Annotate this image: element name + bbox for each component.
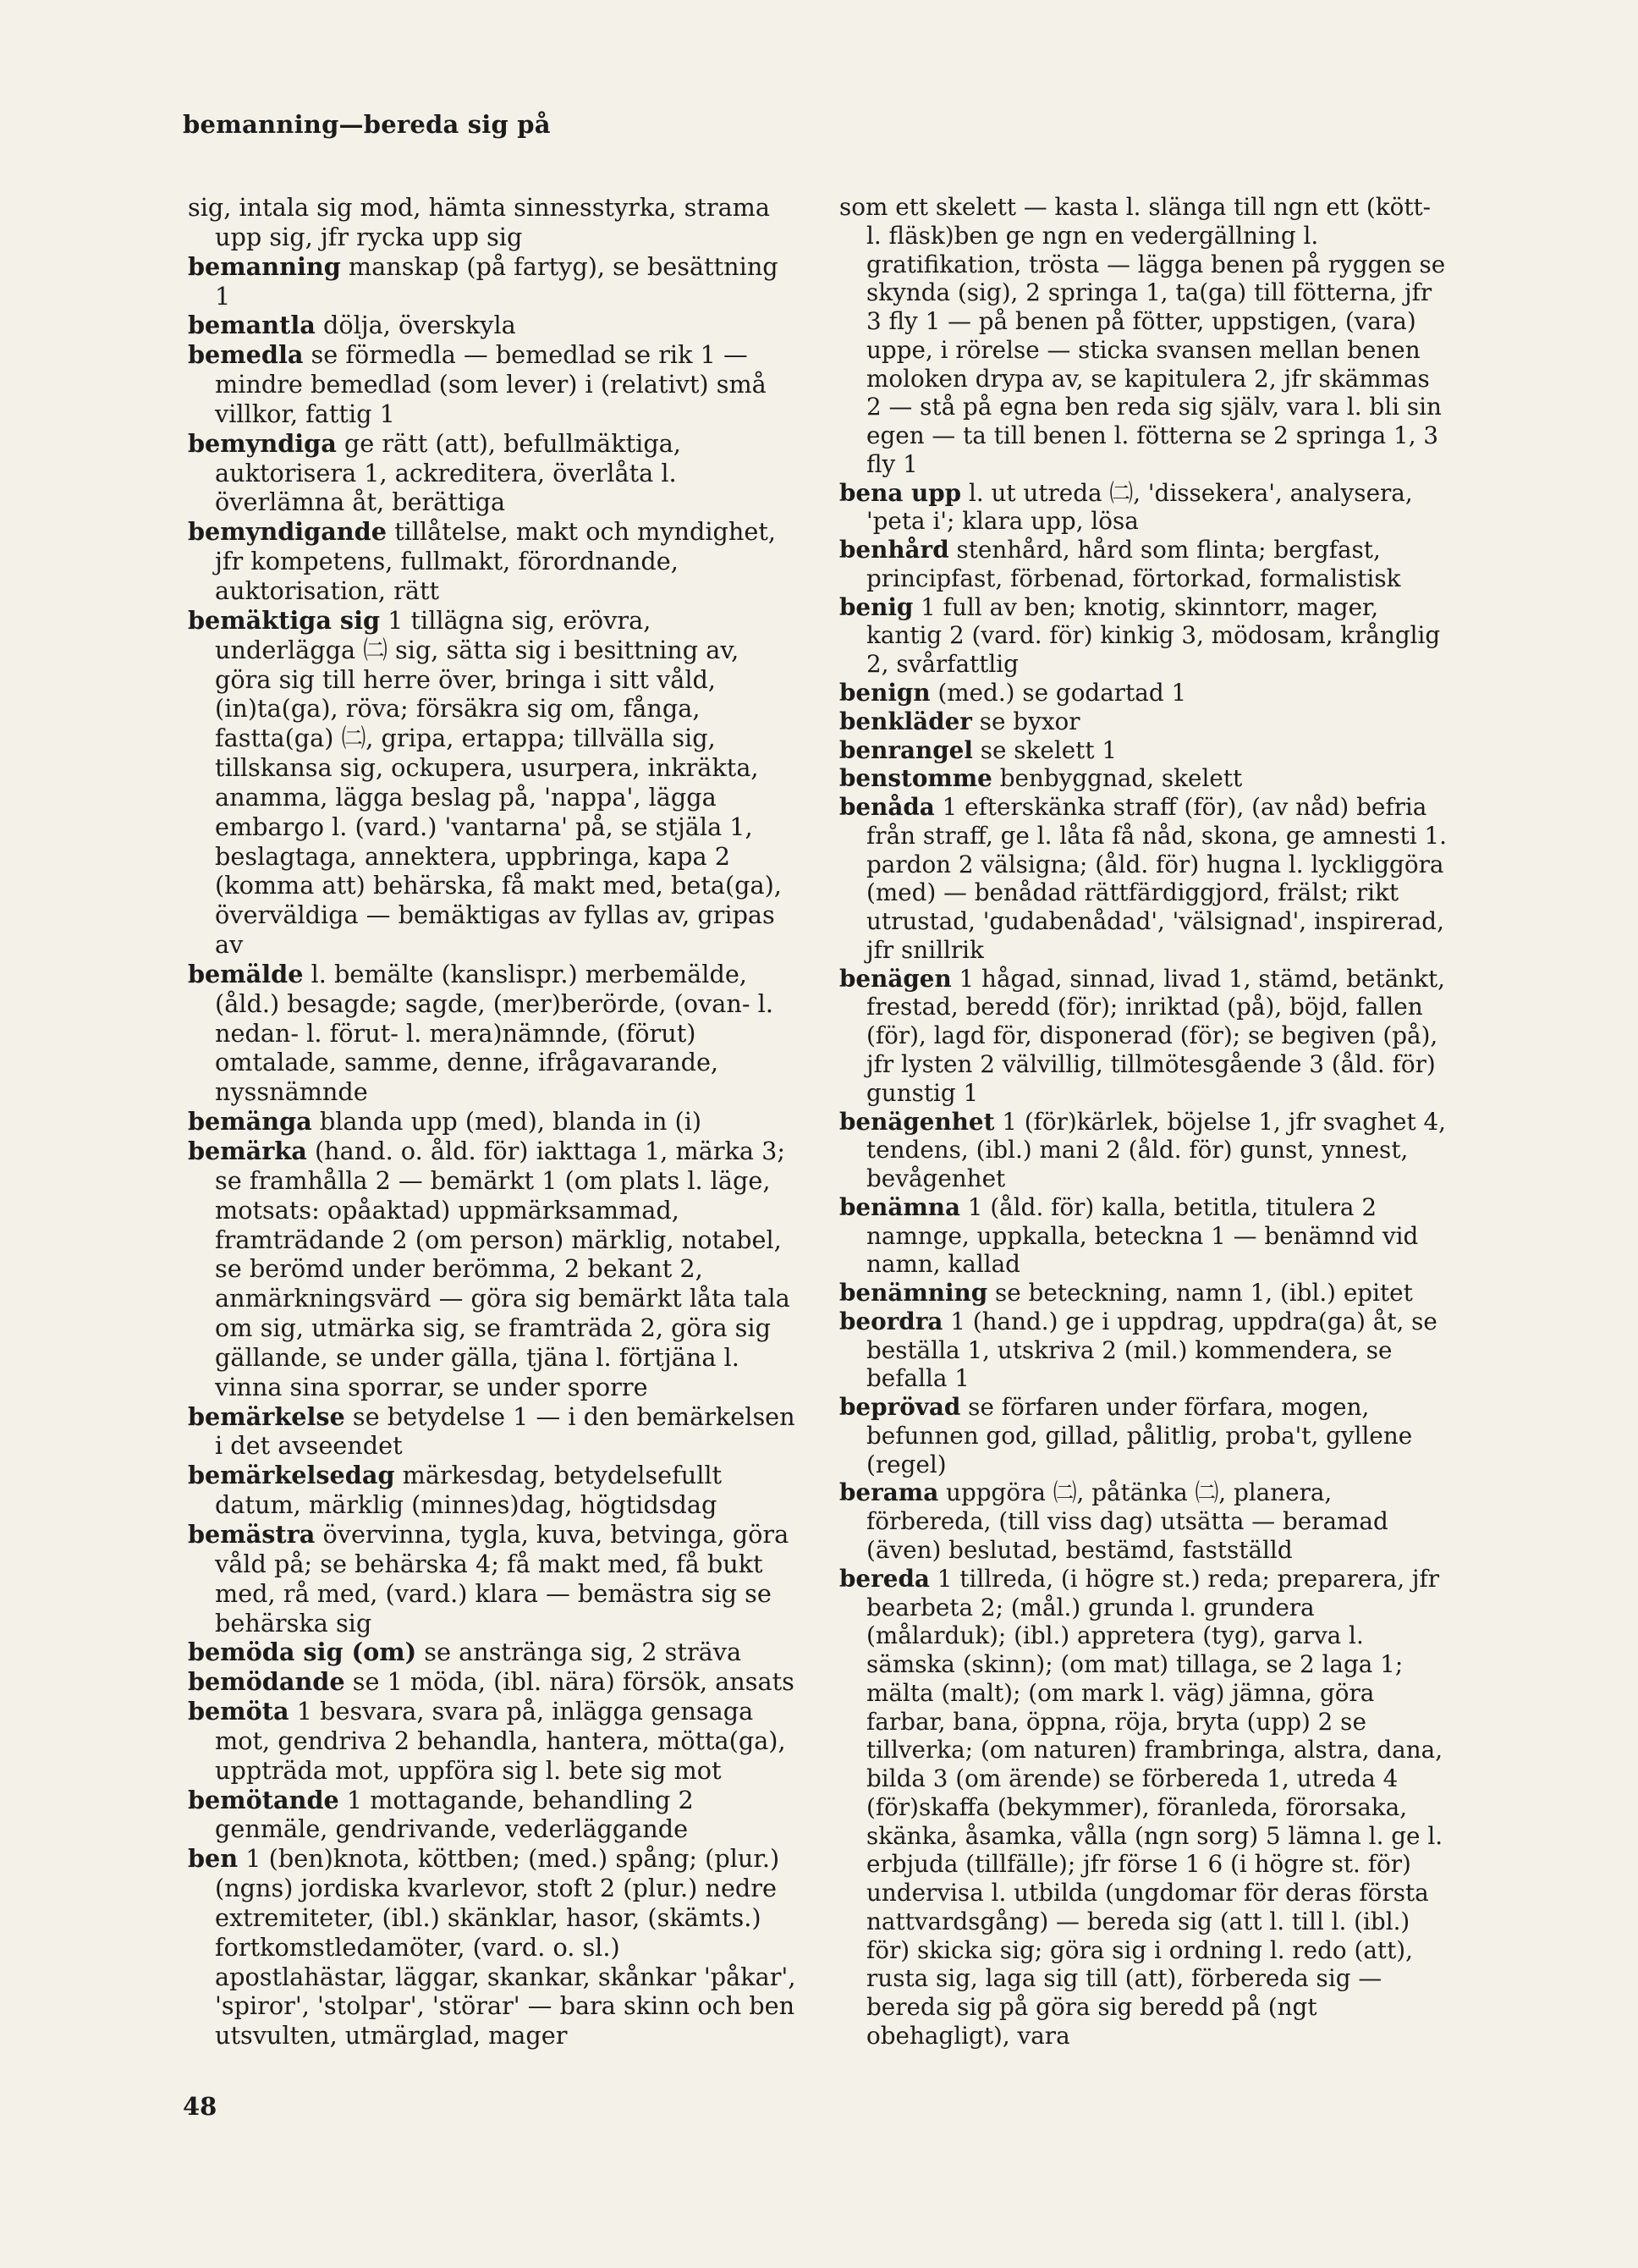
entry-text: sig, intala sig mod, hämta sinnesstyrka, strama upp sig, jfr rycka upp sig xyxy=(188,193,770,251)
entry-text: 1 efterskänka straff (för), (av nåd) befria från straff, ge l. låta få nåd, skona, ge amnesti 1. pardon 2 välsigna; (åld. för) hugna l. lyckliggöra (med) — benådad rättfärdiggjord, frälst; rikt utrustad, 'gudabenådad', 'välsignad', inspirerad, jfr snillrik xyxy=(866,793,1447,964)
dictionary-entry xyxy=(839,1393,1448,1478)
entry-text: se skelett 1 xyxy=(972,735,1118,764)
dictionary-entry xyxy=(839,965,1448,1108)
entry-text: 1 tillreda, (i högre st.) reda; preparera, jfr bearbeta 2; (mål.) grunda l. grundera (målarduk); (ibl.) appretera (tyg), garva l. sämska (skinn); (om mat) tillaga, se 2 laga 1; mälta (malt); (om mark l. väg) jämna, göra farbar, bana, öppna, röja, bryta (upp) 2 se tillverka; (om naturen) frambringa, alstra, dana, bilda 3 (om ärende) se förbereda 1, utreda 4 (för)skaffa (bekymmer), föranleda, förorsaka, skänka, åsamka, vålla (ngn sorg) 5 lämna l. ge l. erbjuda (tillfälle); jfr förse 1 6 (i högre st. för) undervisa l. utbilda (ungdomar för deras första nattvardsgång) — bereda sig (att l. till l. (ibl.) för) skicka sig; göra sig i ordning l. redo (att), rusta sig, laga sig till (att), förbereda sig — bereda sig på göra sig beredd på (ngt obehagligt), vara xyxy=(866,1564,1443,2050)
entry-text: se byxor xyxy=(971,707,1080,735)
headword: benämning xyxy=(839,1279,988,1307)
entry-text: märkesdag, betydelsefullt datum, märklig (minnes)dag, högtidsdag xyxy=(215,1461,723,1520)
headword: bemyndiga xyxy=(188,428,337,458)
headword: bemöta xyxy=(188,1697,289,1726)
headword: ben xyxy=(188,1844,239,1874)
headword: benägenhet xyxy=(839,1107,995,1136)
headword: berama xyxy=(839,1478,939,1507)
entry-text: 1 full av ben; knotig, skinntorr, mager, kantig 2 (vard. för) kinkig 3, mödosam, krånglig 2, svårfattlig xyxy=(866,592,1441,679)
dictionary-entry xyxy=(188,960,797,1107)
dictionary-entry xyxy=(188,1697,797,1786)
dictionary-entry xyxy=(839,1307,1448,1393)
headword: bemänga xyxy=(188,1107,312,1137)
headword: bena upp xyxy=(839,478,962,507)
headword: benhård xyxy=(839,536,949,564)
headword: bemedla xyxy=(188,340,304,370)
headword: beprövad xyxy=(839,1393,961,1422)
headword: benig xyxy=(839,592,914,621)
dictionary-entry xyxy=(188,606,797,960)
page-number: 48 xyxy=(183,2092,217,2121)
entry-text: ge rätt (att), befullmäktiga, auktorisera 1, ackreditera, överlåta l. överlämna åt, berättiga xyxy=(215,428,681,517)
entry-text: som ett skelett — kasta l. slänga till ngn ett (kött- l. fläsk)ben ge ngn en vedergällning l. gratifikation, trösta — lägga benen på ryggen se skynda (sig), 2 springa 1, ta(ga) till fötterna, jfr 3 fly 1 — på benen på fötter, uppstigen, (vara) uppe, i rörelse — sticka svansen mellan benen moloken drypa av, se kapitulera 2, jfr skämmas 2 — stå på egna ben reda sig själv, vara l. bli sin egen — ta till benen l. fötterna se 2 springa 1, 3 fly 1 xyxy=(839,193,1446,478)
entry-text: (hand. o. åld. för) iakttaga 1, märka 3; se framhålla 2 — bemärkt 1 (om plats l. läge, motsats: opåaktad) uppmärksammad, framträdande 2 (om person) märklig, notabel, se berömd under berömma, 2 bekant 2, anmärkningsvärd — göra sig bemärkt låta tala om sig, utmärka sig, se framträda 2, göra sig gällande, se under gälla, tjäna l. förtjäna l. vinna sina sporrar, se under sporre xyxy=(215,1137,790,1401)
dictionary-entry xyxy=(839,1565,1448,2051)
entry-text: stenhård, hård som flinta; bergfast, principfast, förbenad, förtorkad, formalistisk xyxy=(866,536,1401,592)
dictionary-entry xyxy=(188,1844,797,2051)
headword: bemärkelsedag xyxy=(188,1461,395,1490)
entry-text: benbyggnad, skelett xyxy=(992,764,1243,793)
left-column xyxy=(188,193,797,2051)
dictionary-entry xyxy=(188,1667,797,1697)
headword: beordra xyxy=(839,1307,943,1335)
running-head: bemanning—bereda sig på xyxy=(183,110,551,139)
dictionary-entry xyxy=(839,764,1448,793)
entry-text: 1 (för)kärlek, böjelse 1, jfr svaghet 4, tendens, (ibl.) mani 2 (åld. för) gunst, ynnest, bevågenhet xyxy=(866,1107,1446,1193)
entry-text: 1 hågad, sinnad, livad 1, stämd, betänkt, frestad, beredd (för); inriktad (på), böjd, fallen (för), lagd för, disponerad (för); se begiven (på), jfr lysten 2 välvillig, tillmötesgående 3 (åld. för) gunstig 1 xyxy=(866,964,1445,1107)
dictionary-entry xyxy=(839,1193,1448,1279)
dictionary-entry xyxy=(839,193,1448,479)
dictionary-entry xyxy=(839,1478,1448,1564)
entry-text: 1 (ben)knota, köttben; (med.) spång; (plur.) (ngns) jordiska kvarlevor, stoft 2 (plur.) nedre extremiteter, (ibl.) skänklar, hasor, (skämts.) fortkomstledamöter, (vard. o. sl.) apostlahästar, läggar, skankar, skånkar 'påkar', 'spiror', 'stolpar', 'störar' — bara skinn och ben utsvulten, utmärglad, mager xyxy=(215,1844,796,2051)
headword: bemyndigande xyxy=(188,517,387,547)
headword: bemöda sig (om) xyxy=(188,1638,417,1667)
entry-text: se förfaren under förfara, mogen, befunnen god, gillad, pålitlig, proba't, gyllene (regel) xyxy=(866,1393,1413,1478)
right-column xyxy=(839,193,1448,2051)
entry-text: 1 (åld. för) kalla, betitla, titulera 2 namnge, uppkalla, beteckna 1 — benämnd vid namn, kallad xyxy=(866,1192,1419,1279)
headword: benägen xyxy=(839,964,952,993)
dictionary-entry xyxy=(188,1107,797,1137)
dictionary-entry xyxy=(839,593,1448,679)
headword: benåda xyxy=(839,793,935,822)
entry-text: se 1 möda, (ibl. nära) försök, ansats xyxy=(344,1667,794,1697)
entry-text: se betydelse 1 — i den bemärkelsen i det avseendet xyxy=(215,1401,795,1461)
dictionary-entry xyxy=(839,679,1448,707)
dictionary-entry xyxy=(188,1402,797,1462)
dictionary-entry xyxy=(188,429,797,518)
dictionary-entry xyxy=(188,340,797,429)
headword: benämna xyxy=(839,1192,960,1221)
entry-text: tillåtelse, makt och myndighet, jfr kompetens, fullmakt, förordnande, auktorisation, rätt xyxy=(215,517,777,605)
headword: bemärkelse xyxy=(188,1401,345,1431)
headword: bemärka xyxy=(188,1137,307,1165)
entry-text: (med.) se godartad 1 xyxy=(930,679,1187,707)
headword: bemästra xyxy=(188,1519,316,1549)
entry-text: se beteckning, namn 1, (ibl.) epitet xyxy=(987,1279,1413,1307)
entry-text: 1 mottagande, behandling 2 genmäle, gendrivande, vederläggande xyxy=(215,1785,694,1844)
entry-text: manskap (på fartyg), se besättning 1 xyxy=(215,251,778,311)
headword: bemäktiga sig xyxy=(188,605,381,635)
headword: bemötande xyxy=(188,1785,339,1814)
entry-text: 1 (hand.) ge i uppdrag, uppdra(ga) åt, se beställa 1, utskriva 2 (mil.) kommendera, se befalla 1 xyxy=(866,1307,1437,1393)
entry-text: 1 besvara, svara på, inlägga gensaga mot, gendriva 2 behandla, hantera, mötta(ga), uppträda mot, uppföra sig l. bete sig mot xyxy=(215,1697,786,1785)
headword: bemödande xyxy=(188,1667,345,1697)
headword: benign xyxy=(839,679,931,707)
dictionary-entry xyxy=(839,536,1448,593)
dictionary-entry xyxy=(839,707,1448,736)
entry-text: 1 tillägna sig, erövra, underlägga ㈡ sig, sätta sig i besittning av, göra sig till herre över, bringa i sitt våld, (in)ta(ga), röva; försäkra sig om, fånga, fastta(ga) ㈡, gripa, ertappa; tillvälla sig, tillskansa sig, ockupera, usurpera, inkräkta, anamma, lägga beslag på, 'nappa', lägga embargo l. (vard.) 'vantarna' på, se stjäla 1, beslagtaga, annektera, uppbringa, kapa 2 (komma att) behärska, få makt med, beta(ga), överväldiga — bemäktigas av fyllas av, gripas av xyxy=(215,605,782,960)
headword: benrangel xyxy=(839,735,973,764)
entry-text: uppgöra ㈡, påtänka ㈡, planera, förbereda, (till viss dag) utsätta — beramad (även) beslutad, bestämd, fastställd xyxy=(866,1478,1388,1564)
headword: benkläder xyxy=(839,707,972,735)
headword: bemantla xyxy=(188,311,316,340)
entry-text: dölja, överskyla xyxy=(315,311,516,340)
headword: bemälde xyxy=(188,959,304,988)
dictionary-entry xyxy=(839,1279,1448,1307)
entry-text: l. ut utreda ㈡, 'dissekera', analysera, 'peta i'; klara upp, lösa xyxy=(866,478,1413,536)
headword: bemanning xyxy=(188,251,341,281)
dictionary-entry xyxy=(188,1786,797,1845)
dictionary-entry xyxy=(839,793,1448,965)
entry-text: övervinna, tygla, kuva, betvinga, göra våld på; se behärska 4; få makt med, få bukt med, rå med, (vard.) klara — bemästra sig se behärska sig xyxy=(215,1519,789,1638)
entry-text: se anstränga sig, 2 sträva xyxy=(416,1638,742,1667)
dictionary-entry xyxy=(188,311,797,340)
dictionary-entry xyxy=(839,1108,1448,1193)
entry-text: blanda upp (med), blanda in (i) xyxy=(311,1107,702,1137)
dictionary-entry xyxy=(188,193,797,252)
dictionary-entry xyxy=(188,517,797,606)
dictionary-entry xyxy=(188,1137,797,1402)
entry-text: l. bemälte (kanslispr.) merbemälde, (åld.) besagde; sagde, (mer)berörde, (ovan- l. nedan- l. förut- l. mera)nämnde, (förut) omtalade, samme, denne, ifrågavarande, nyssnämnde xyxy=(215,959,773,1107)
headword: bereda xyxy=(839,1564,930,1593)
dictionary-entry xyxy=(188,1520,797,1638)
dictionary-entry xyxy=(188,1461,797,1520)
dictionary-entry xyxy=(839,479,1448,537)
headword: benstomme xyxy=(839,764,992,793)
dictionary-entry xyxy=(839,736,1448,765)
dictionary-entry xyxy=(188,1638,797,1667)
dictionary-entry xyxy=(188,252,797,311)
entry-text: se förmedla — bemedlad se rik 1 — mindre bemedlad (som lever) i (relativt) små villkor, fattig 1 xyxy=(215,340,767,428)
